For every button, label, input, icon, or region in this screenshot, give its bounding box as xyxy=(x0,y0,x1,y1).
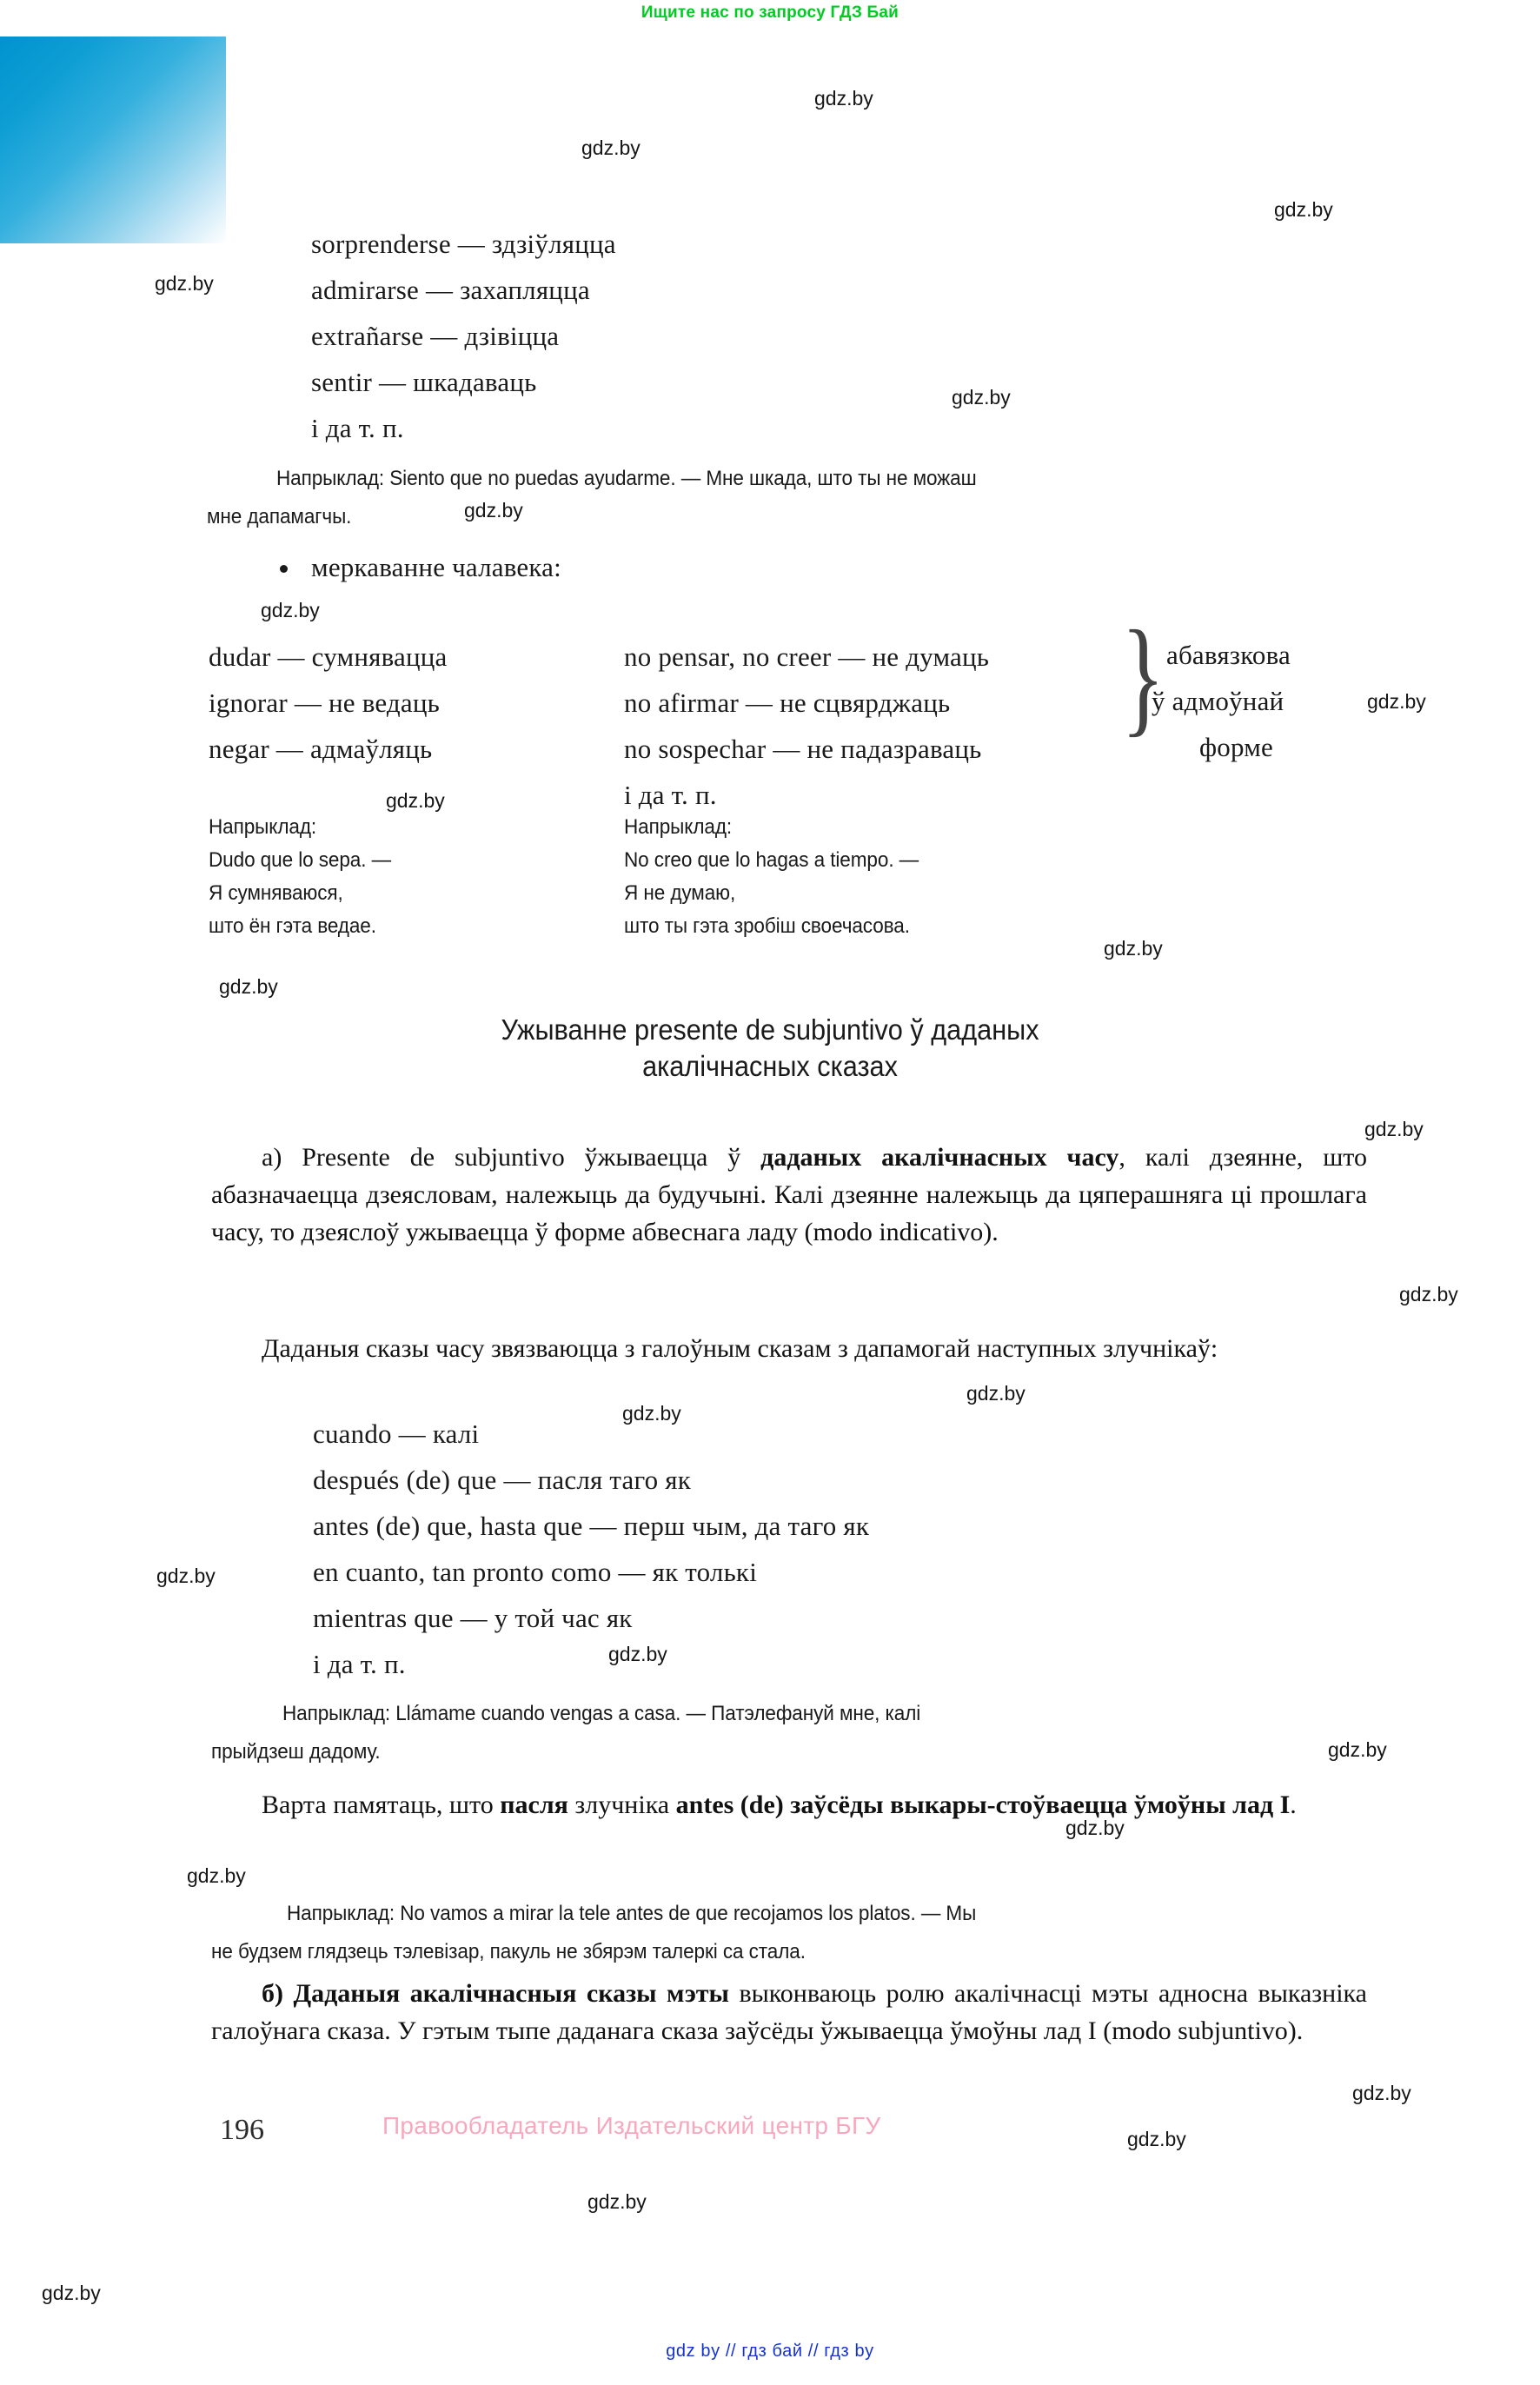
conj-example-line2: прыйдзеш дадому. xyxy=(211,1740,381,1764)
paragraph-a xyxy=(211,1139,1367,1251)
watermark-gdz-17: gdz.by xyxy=(1328,1738,1387,1761)
paragraph-a-bold: даданых акалічнасных часу xyxy=(760,1143,1119,1172)
conjunction-etc: і да т. п. xyxy=(313,1649,406,1679)
watermark-gdz-15: gdz.by xyxy=(156,1565,216,1587)
note-bold-2: antes (de) заўсёды выкары-стоўваецца ўмоўны лад I xyxy=(675,1790,1291,1819)
paragraph-conj-intro-line2: наступных злучнікаў: xyxy=(977,1334,1218,1363)
watermark-gdz-13: gdz.by xyxy=(966,1382,1026,1405)
vocab-left-negar: negar — адмаўляць xyxy=(209,734,433,764)
conjunction-mientras: mientras que — у той час як xyxy=(313,1603,633,1633)
bullet-label-opinion: меркаванне чалавека: xyxy=(311,552,561,582)
conjunction-cuando: cuando — калі xyxy=(313,1418,480,1449)
watermark-gdz-4: gdz.by xyxy=(952,386,1011,409)
right-example-label: Напрыклад: xyxy=(624,815,733,839)
left-example-line4: што ён гэта ведае. xyxy=(209,914,376,938)
watermark-gdz-6: gdz.by xyxy=(261,599,320,621)
watermark-gdz-0: gdz.by xyxy=(814,87,873,110)
section-heading-line2: акалічнасных сказах xyxy=(642,1050,898,1082)
brace-note-line1: абавязкова xyxy=(1166,640,1291,670)
watermark-gdz-1: gdz.by xyxy=(581,136,641,159)
note-example-line2: не будзем глядзець тэлевізар, пакуль не збярэм талеркі са стала. xyxy=(211,1940,806,1963)
left-example-line3: Я сумняваюся, xyxy=(209,881,343,905)
paragraph-b-bold: б) Даданыя акалічнасныя сказы мэты xyxy=(262,1979,729,2008)
section-heading xyxy=(302,1012,1239,1085)
vocab-right-no-sospechar: no sospechar — не падазраваць xyxy=(624,734,982,764)
vocab-line-sorprenderse: sorprenderse — здзіўляцца xyxy=(311,229,616,259)
example-siento-line2: мне дапамагчы. xyxy=(207,505,352,528)
watermark-gdz-7: gdz.by xyxy=(1367,690,1426,713)
paragraph-a-prefix: а) Presente de subjuntivo ўжываецца ў xyxy=(262,1143,761,1172)
vocab-line-sentir: sentir — шкадаваць xyxy=(311,367,537,397)
left-example-line2: Dudo que lo sepa. — xyxy=(209,848,392,872)
vocab-line-extranarse: extrañarse — дзівіцца xyxy=(311,321,560,351)
note-example-line1: Напрыклад: No vamos a mirar la tele antes de que recojamos los platos. — Мы xyxy=(287,1902,977,1925)
brace-note-line2: ў адмоўнай xyxy=(1152,686,1284,716)
paragraph-a-rest: , калі дзеянне, што абазначаецца дзеясловам, належыць да будучыні. Калі дзеянне належыць да цяперашняга ці прошлага часу, то дзеяслоў ужываецца ў форме абвеснага ладу (modo indicativo). xyxy=(211,1143,1368,1246)
conjunction-en-cuanto: en cuanto, tan pronto como — як толькі xyxy=(313,1557,758,1587)
watermark-gdz-23: gdz.by xyxy=(42,2282,101,2304)
right-example-line2: No creo que lo hagas a tiempo. — xyxy=(624,848,919,872)
watermark-gdz-8: gdz.by xyxy=(386,789,445,812)
paragraph-conj-intro xyxy=(211,1330,1367,1367)
example-siento-line1: Напрыклад: Siento que no puedas ayudarme. — Мне шкада, што ты не можаш xyxy=(276,467,977,490)
right-example-line4: што ты гэта зробіш своечасова. xyxy=(624,914,910,938)
decorative-gradient-block xyxy=(0,37,226,243)
note-plain-3: . xyxy=(1290,1790,1297,1819)
promo-banner: Ищите нас по запросу ГДЗ Бай xyxy=(641,3,899,22)
footer-links: gdz by // гдз бай // гдз by xyxy=(666,2342,874,2361)
watermark-gdz-5: gdz.by xyxy=(464,499,523,522)
paragraph-conj-intro-line1: Даданыя сказы часу звязваюцца з галоўным сказам з дапамогай xyxy=(262,1334,971,1363)
watermark-gdz-9: gdz.by xyxy=(1104,937,1163,960)
watermark-gdz-21: gdz.by xyxy=(1127,2128,1186,2150)
brace-note-line3: форме xyxy=(1199,732,1273,762)
left-example-label: Напрыклад: xyxy=(209,815,317,839)
watermark-gdz-12: gdz.by xyxy=(1399,1283,1458,1305)
conj-example-line1: Напрыклад: Llámame cuando vengas a casa. — Патэлефануй мне, калі xyxy=(282,1702,921,1725)
watermark-gdz-18: gdz.by xyxy=(1065,1817,1125,1839)
watermark-gdz-14: gdz.by xyxy=(622,1402,681,1425)
conjunction-despues: después (de) que — пасля таго як xyxy=(313,1465,691,1495)
watermark-gdz-11: gdz.by xyxy=(1364,1118,1424,1140)
watermark-gdz-22: gdz.by xyxy=(587,2190,647,2213)
section-heading-line1: Ужыванне presente de subjuntivo ў даданых xyxy=(501,1013,1039,1046)
curly-brace-icon: } xyxy=(1121,604,1165,748)
paragraph-b xyxy=(211,1975,1367,2050)
vocab-left-ignorar: ignorar — не ведаць xyxy=(209,688,440,718)
copyright-notice: Правообладатель Издательский центр БГУ xyxy=(382,2112,881,2139)
watermark-gdz-3: gdz.by xyxy=(155,272,214,295)
page-number: 196 xyxy=(220,2114,264,2146)
paragraph-b-rest: выконваюць ролю акалічнасці мэты адносна выказніка галоўнага сказа. У гэтым тыпе даданага сказа заўсёды ўжываецца ўмоўны лад I (modo subjuntivo). xyxy=(211,1979,1367,2045)
vocab-line-admirarse: admirarse — захапляцца xyxy=(311,275,590,305)
watermark-gdz-2: gdz.by xyxy=(1274,198,1333,221)
paragraph-note xyxy=(211,1786,1367,1824)
note-bold-1: пасля xyxy=(500,1790,568,1819)
vocab-right-no-afirmar: no afirmar — не сцвярджаць xyxy=(624,688,951,718)
bullet-dot-icon xyxy=(280,565,288,573)
watermark-gdz-16: gdz.by xyxy=(608,1643,667,1665)
right-example-line3: Я не думаю, xyxy=(624,881,736,905)
note-plain-2: злучніка xyxy=(568,1790,676,1819)
note-plain-1: Варта памятаць, што xyxy=(262,1790,501,1819)
watermark-gdz-19: gdz.by xyxy=(187,1864,246,1887)
watermark-gdz-10: gdz.by xyxy=(219,975,278,998)
conjunction-antes: antes (de) que, hasta que — перш чым, да таго як xyxy=(313,1511,870,1541)
vocab-line-etc-1: і да т. п. xyxy=(311,413,404,443)
vocab-left-dudar: dudar — сумнявацца xyxy=(209,641,448,672)
vocab-right-etc: і да т. п. xyxy=(624,780,717,810)
watermark-gdz-20: gdz.by xyxy=(1352,2082,1411,2104)
vocab-right-no-pensar: no pensar, no creer — не думаць xyxy=(624,641,990,672)
